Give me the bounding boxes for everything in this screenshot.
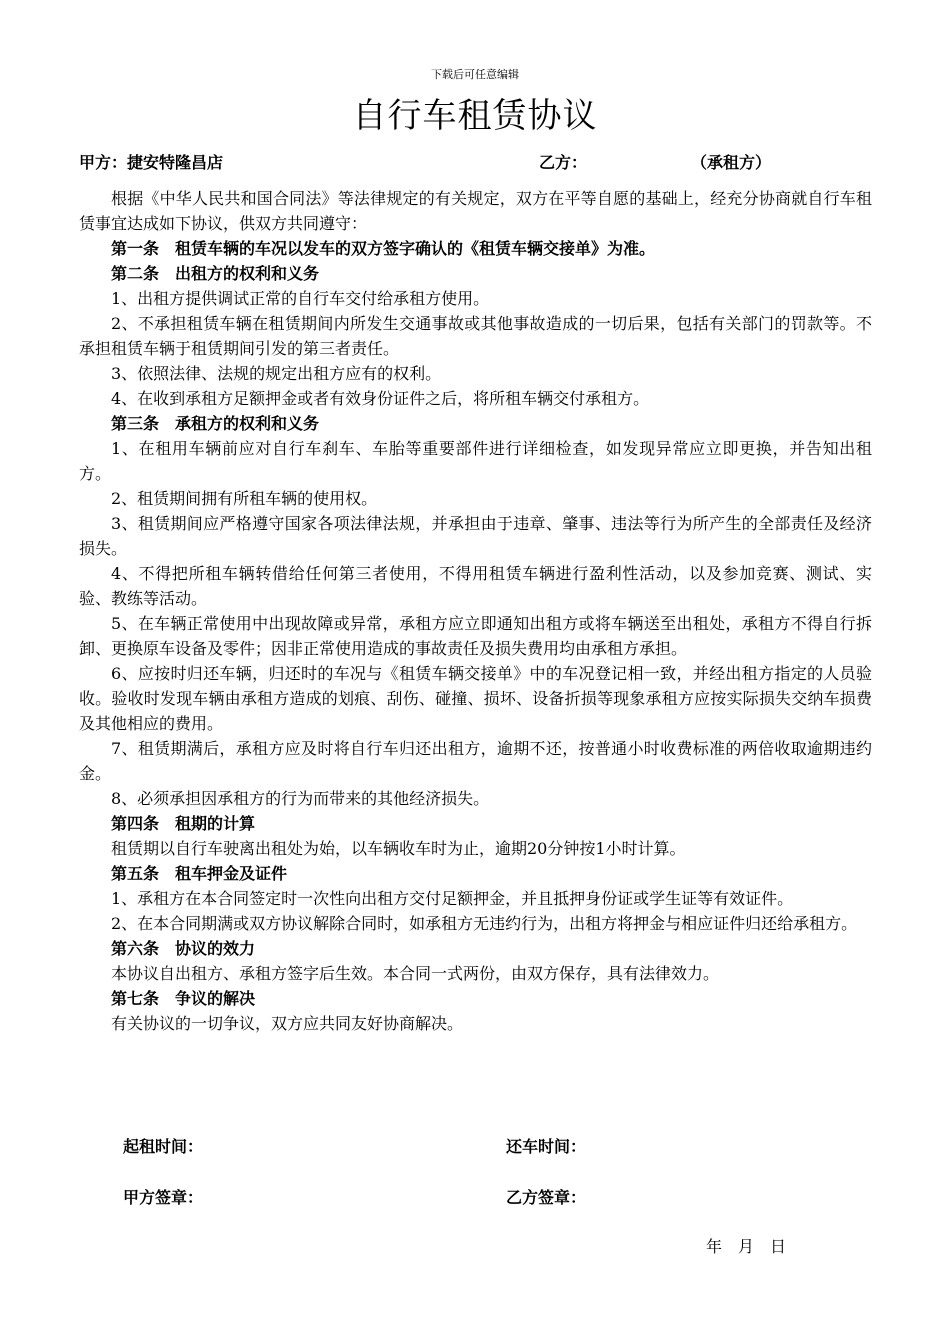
paragraph: 3、租赁期间应严格遵守国家各项法律法规，并承担由于违章、肇事、违法等行为所产生的全部责任及经济损失。 <box>79 514 872 558</box>
header-note: 下载后可任意编辑 <box>431 68 519 81</box>
paragraph: 2、不承担租赁车辆在租赁期间内所发生交通事故或其他事故造成的一切后果，包括有关部门的罚款等。不承担租赁车辆于租赁期间引发的第三者责任。 <box>79 314 872 358</box>
paragraph: 租赁期以自行车驶离出租处为始，以车辆收车时为止，逾期20分钟按1小时计算。 <box>111 839 686 858</box>
article-heading: 第三条 承租方的权利和义务 <box>111 414 320 433</box>
article-heading: 第四条 租期的计算 <box>111 814 256 833</box>
article-heading: 第五条 租车押金及证件 <box>111 864 288 883</box>
paragraph: 4、不得把所租车辆转借给任何第三者使用，不得用租赁车辆进行盈利性活动，以及参加竞赛、测试、实验、教练等活动。 <box>79 564 872 608</box>
paragraph: 2、租赁期间拥有所租车辆的使用权。 <box>111 489 378 508</box>
article-heading: 第六条 协议的效力 <box>111 939 256 958</box>
party-a-signature-label: 甲方签章： <box>123 1188 204 1207</box>
paragraph: 根据《中华人民共和国合同法》等法律规定的有关规定，双方在平等自愿的基础上，经充分协商就自行车租赁事宜达成如下协议，供双方共同遵守： <box>79 189 872 233</box>
paragraph: 3、依照法律、法规的规定出租方应有的权利。 <box>111 364 442 383</box>
article-heading: 第一条 租赁车辆的车况以发车的双方签字确认的《租赁车辆交接单》为准。 <box>111 239 656 258</box>
paragraph: 1、出租方提供调试正常的自行车交付给承租方使用。 <box>111 289 490 308</box>
party-b-signature-label: 乙方签章： <box>506 1188 587 1207</box>
paragraph: 5、在车辆正常使用中出现故障或异常，承租方应立即通知出租方或将车辆送至出租处，承租方不得自行拆卸、更换原车设备及零件；因非正常使用造成的事故责任及损失费用均由承租方承担。 <box>79 614 872 658</box>
paragraph: 8、必须承担因承租方的行为而带来的其他经济损失。 <box>111 789 490 808</box>
paragraph: 7、租赁期满后，承租方应及时将自行车归还出租方，逾期不还，按普通小时收费标准的两倍收取逾期违约金。 <box>79 739 872 783</box>
article-heading: 第七条 争议的解决 <box>111 989 256 1008</box>
article-heading: 第二条 出租方的权利和义务 <box>111 264 320 283</box>
lessee-label: （承租方） <box>691 153 772 172</box>
parties-line <box>79 150 879 174</box>
paragraph: 1、承租方在本合同签定时一次性向出租方交付足额押金，并且抵押身份证或学生证等有效证件。 <box>111 889 794 908</box>
start-time-label: 起租时间： <box>123 1137 204 1156</box>
paragraph: 1、在租用车辆前应对自行车刹车、车胎等重要部件进行详细检查，如发现异常应立即更换，并告知出租方。 <box>79 439 872 483</box>
document-title: 自行车租赁协议 <box>352 96 598 136</box>
party-a-label: 甲方：捷安特隆昌店 <box>79 153 224 172</box>
paragraph: 2、在本合同期满或双方协议解除合同时，如承租方无违约行为，出租方将押金与相应证件归还给承租方。 <box>111 914 858 933</box>
paragraph: 4、在收到承租方足额押金或者有效身份证件之后，将所租车辆交付承租方。 <box>111 389 650 408</box>
paragraph: 有关协议的一切争议，双方应共同友好协商解决。 <box>111 1014 464 1033</box>
party-b-label: 乙方： <box>539 153 588 172</box>
paragraph: 本协议自出租方、承租方签字后生效。本合同一式两份，由双方保存，具有法律效力。 <box>111 964 720 983</box>
return-time-label: 还车时间： <box>506 1137 587 1156</box>
date-line: 年 月 日 <box>706 1237 787 1256</box>
paragraph: 6、应按时归还车辆，归还时的车况与《租赁车辆交接单》中的车况登记相一致，并经出租方指定的人员验收。验收时发现车辆由承租方造成的划痕、刮伤、碰撞、损坏、设备折损等现象承租方应按实际损失交纳车损费及其他相应的费用。 <box>79 664 872 733</box>
agreement-body <box>79 186 872 1036</box>
